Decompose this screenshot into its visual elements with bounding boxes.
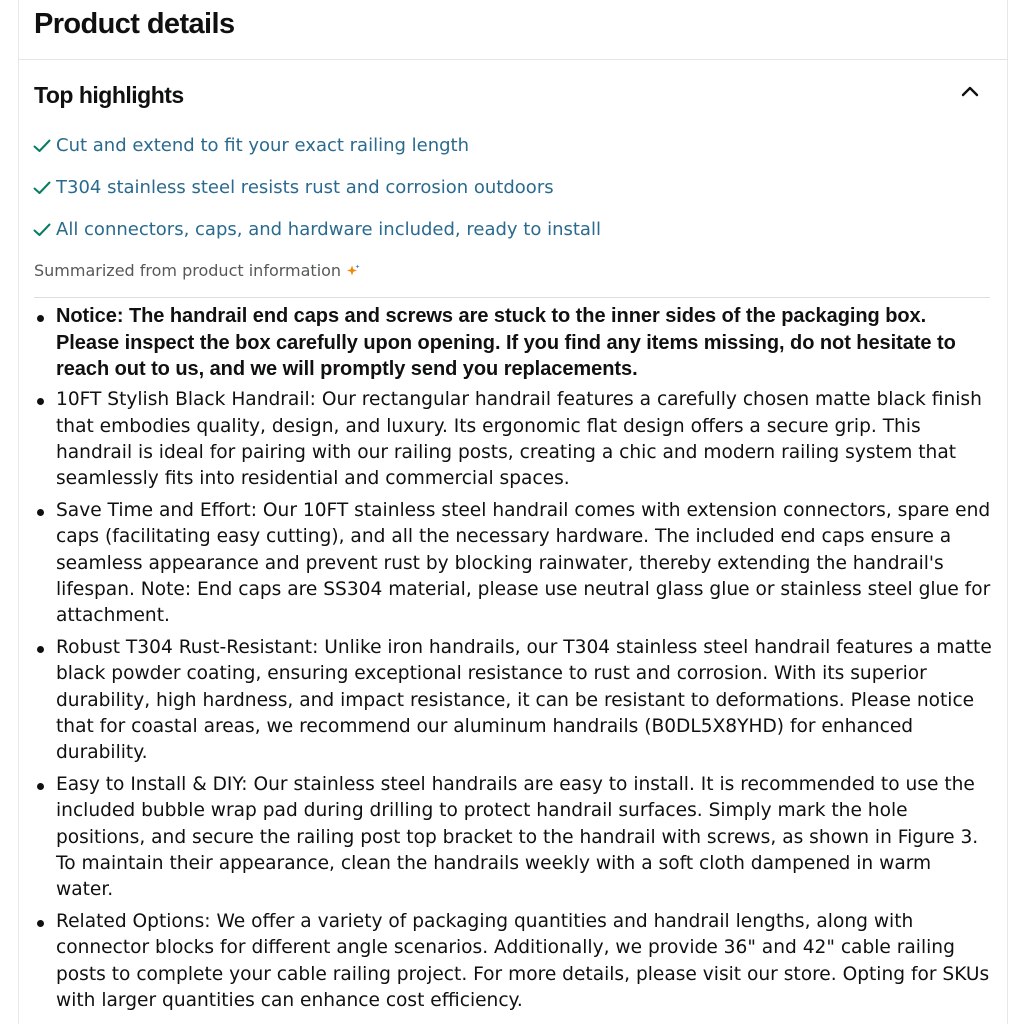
bullet-item: 10FT Stylish Black Handrail: Our rectangular handrail features a carefully chosen matte black finish that embodies quality, design, and luxury. Its ergonomic flat design offers a secure grip. This handrail is ideal for pairing with our railing posts, creating a chic and modern railing system that seamlessly fits into residential and commercial spaces.	[56, 387, 994, 493]
checkmark-icon	[33, 174, 53, 202]
highlight-text: Cut and extend to fit your exact railing length	[56, 135, 470, 156]
bullet-item: Easy to Install & DIY: Our stainless steel handrails are easy to install. It is recommended to use the included bubble wrap pad during drilling to protect handrail surfaces. Simply mark the hole positions, and secure the railing post top bracket to the handrail with screws, as shown in Figure 3. To maintain their appearance, clean the handrails weekly with a soft cloth dampened in warm water.	[56, 772, 994, 904]
summary-text: Summarized from product information	[34, 261, 342, 280]
page-title: Product details	[34, 8, 235, 40]
bullet-item: Related Options: We offer a variety of packaging quantities and handrail lengths, along with connector blocks for different angle scenarios. Additionally, we provide 36" and 42" cable railing posts to complete your cable railing project. For more details, please visit our store. Opting for SKUs with larger quantities can enhance cost efficiency.	[56, 909, 994, 1015]
highlight-text: All connectors, caps, and hardware included, ready to install	[56, 219, 601, 240]
summary-note	[34, 258, 360, 284]
panel-border-right	[1007, 0, 1008, 1024]
highlights-list	[33, 132, 601, 258]
highlight-text: T304 stainless steel resists rust and corrosion outdoors	[56, 177, 554, 198]
collapse-button[interactable]	[956, 78, 984, 104]
highlight-item[interactable]	[33, 174, 601, 216]
bullet-item: Save Time and Effort: Our 10FT stainless steel handrail comes with extension connectors, spare end caps (facilitating easy cutting), and all the necessary hardware. The included end caps ensure a seamless appearance and prevent rust by blocking rainwater, thereby extending the handrail's lifespan. Note: End caps are SS304 material, please use neutral glass glue or stainless steel glue for attachment.	[56, 498, 994, 630]
chevron-up-icon	[961, 85, 979, 97]
section-title-top-highlights: Top highlights	[34, 82, 184, 108]
divider	[18, 59, 1008, 60]
feature-bullets	[56, 303, 994, 1019]
bullet-notice: Notice: The handrail end caps and screws are stuck to the inner sides of the packaging box. Please inspect the box carefully upon opening. If you find any items missing, do not hesitate to reach out to us, and we will promptly send you replacements.	[56, 303, 994, 383]
bullet-item: Robust T304 Rust-Resistant: Unlike iron handrails, our T304 stainless steel handrail features a matte black powder coating, ensuring exceptional resistance to rust and corrosion. With its superior durability, high hardness, and impact resistance, it can be resistant to deformations. Please notice that for coastal areas, we recommend our aluminum handrails (B0DL5X8YHD) for enhanced durability.	[56, 635, 994, 767]
panel-border-left	[18, 0, 19, 1024]
highlight-item[interactable]	[33, 216, 601, 258]
highlight-item[interactable]	[33, 132, 601, 174]
checkmark-icon	[33, 216, 53, 244]
divider	[34, 297, 990, 298]
sparkle-icon	[346, 264, 360, 278]
checkmark-icon	[33, 132, 53, 160]
